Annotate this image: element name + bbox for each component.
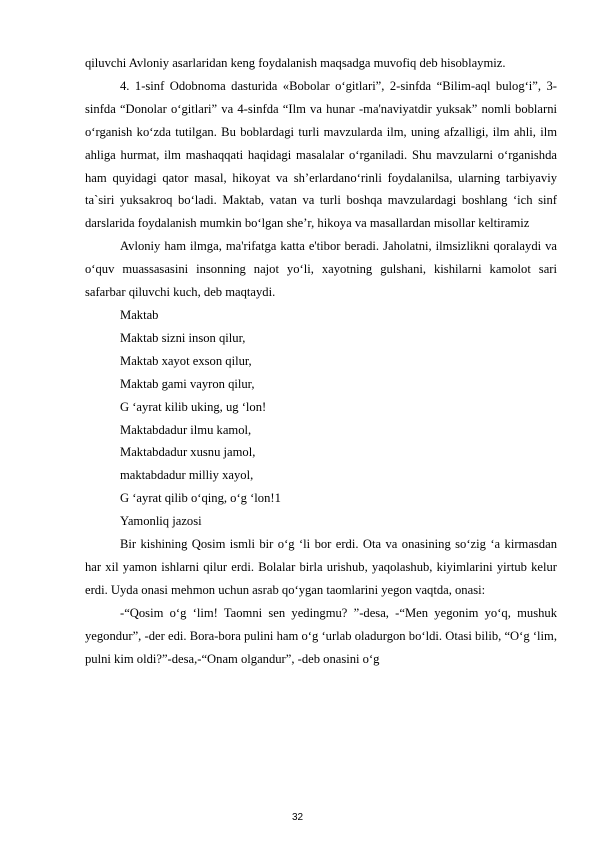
poem-line: Maktabdadur ilmu kamol, bbox=[120, 422, 252, 437]
paragraph-section-4: 4. 1-sinf Odobnoma dasturida «Bobolar o‘gitlari”, 2-sinfda “Bilim-aql bulog‘i”, 3-sinfda “Donolar o‘gitlari” va 4-sinfda “Ilm va hunar -ma'naviyatdir yuksak” nomli boblarni o‘rganish ko‘zda tutilgan. Bu boblardagi turli mavzularda ilm, uning afzalligi, ilm ahli, ilm ahliga hurmat, ilm mashaqqati haqidagi masalalar o‘rganiladi. Shu mavzularni o‘rganishda ham quyidagi qator masal, hikoyat va sh’erlardano‘rinli foydalanilsa, ularning tarbiyaviy ta`siri yuksakroq bo‘ladi. Maktab, vatan va turli boshqa mavzulardagi boshlang ‘ich sinf darslarida foydalanish mumkin bo‘lgan she’r, hikoya va masallardan misollar keltiramiz bbox=[85, 78, 557, 231]
story-title: Yamonliq jazosi bbox=[120, 514, 202, 529]
paragraph-avloniy: Avloniy ham ilmga, ma'rifatga katta e'tibor beradi. Jaholatni, ilmsizlikni qoralaydi va o‘quv muassasasini insonning najot yo‘li, xayotning gulshani, kishilarni kamolot sari safarbar qiluvchi kuch, deb maqtaydi. bbox=[85, 239, 557, 300]
poem-line: maktabdadur milliy xayol, bbox=[120, 468, 254, 483]
page-number: 32 bbox=[291, 812, 304, 823]
poem-line: Maktab xayot exson qilur, bbox=[120, 353, 252, 368]
poem-line: Maktab sizni inson qilur, bbox=[120, 330, 246, 345]
poem bbox=[85, 304, 557, 533]
poem-line: G ‘ayrat kilib uking, ug ‘lon! bbox=[120, 399, 267, 414]
paragraph-dialogue: -“Qosim o‘g ‘lim! Taomni sen yedingmu? ”-desa, -“Men yegonim yo‘q, mushuk yegondur”, -der edi. Bora-bora pulini ham o‘g ‘urlab oladurgon bo‘ldi. Otasi bilib, “O‘g ‘lim, pulni kim oldi?”-desa,-“Onam olgandur”, -deb onasini o‘g bbox=[85, 605, 557, 666]
paragraph-continuation: qiluvchi Avloniy asarlaridan keng foydalanish maqsadga muvofiq deb hisoblaymiz. bbox=[85, 56, 506, 70]
paragraph-story: Bir kishining Qosim ismli bir o‘g ‘li bor erdi. Ota va onasining so‘zig ‘a kirmasdan har xil yamon ishlarni qilur erdi. Bolalar birla urishub, yaqolashub, kiyimlarini yirtub kelur erdi. Uyda onasi mehmon uchun asrab qo‘ygan taomlarini yegon vaqtda, onasi: bbox=[85, 537, 557, 597]
page-body bbox=[85, 52, 557, 670]
poem-line: Maktabdadur xusnu jamol, bbox=[120, 445, 256, 460]
poem-line: Maktab gami vayron qilur, bbox=[120, 376, 255, 391]
poem-title: Maktab bbox=[120, 307, 159, 322]
poem-line: G ‘ayrat qilib o‘qing, o‘g ‘lon!1 bbox=[120, 491, 281, 506]
